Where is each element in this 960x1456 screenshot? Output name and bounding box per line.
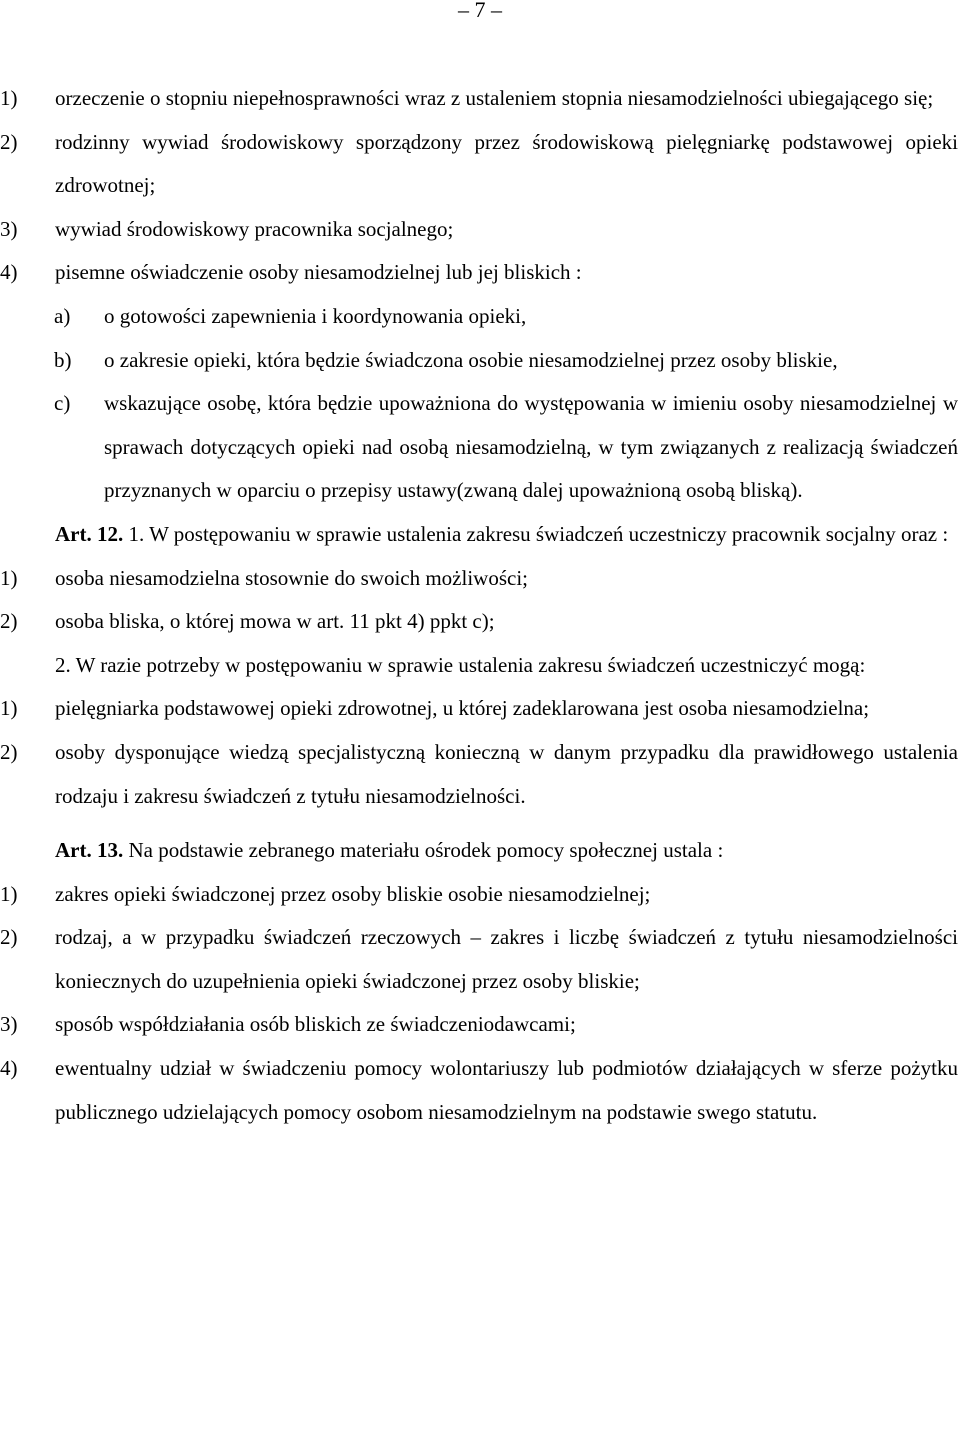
list-text: rodzaj, a w przypadku świadczeń rzeczowych – zakres i liczbę świadczeń z tytułu niesamodzielności koniecznych do uzupełnienia opieki świadczonej przez osoby bliskie; [55,925,958,993]
list-item [0,916,958,1003]
sublist-text: wskazujące osobę, która będzie upoważniona do występowania w imieniu osoby niesamodzielnej w sprawach dotyczących opieki nad osobą niesamodzielną, w tym związanych z realizacją świadczeń przyznanych w oparciu o przepisy ustawy(zwaną dalej upoważnioną osobą bliską). [104,391,958,503]
list-text: zakres opieki świadczonej przez osoby bliskie osobie niesamodzielnej; [55,881,651,906]
list-text: osoba niesamodzielna stosownie do swoich możliwości; [55,565,529,590]
list-text: ewentualny udział w świadczeniu pomocy wolontariuszy lub podmiotów działających w sferze pożytku publicznego udzielających pomocy osobom niesamodzielnym na podstawie swego statutu. [55,1056,958,1124]
article-12-heading: Art. 12. [55,521,124,546]
list-item [0,77,958,121]
list-item [0,1047,958,1134]
page-number: – 7 – [458,0,502,22]
list-text: wywiad środowiskowy pracownika socjalnego; [55,216,454,241]
list-item [0,121,958,208]
sublist-text: o zakresie opieki, która będzie świadczona osobie niesamodzielnej przez osoby bliskie, [104,347,838,372]
list-item [0,873,958,917]
list-item [0,687,958,731]
list-text: osoba bliska, o której mowa w art. 11 pkt 4) ppkt c); [55,609,495,634]
list-item [0,208,958,252]
article-13-paragraph [0,829,958,873]
list-label: 2) [0,129,18,154]
sublist-label: c) [54,391,71,416]
list-text: osoby dysponujące wiedzą specjalistyczną konieczną w danym przypadku dla prawidłowego ustalenia rodzaju i zakresu świadczeń z tytułu niesamodzielności. [55,739,958,808]
list-label: 2) [0,925,18,950]
article-12-paragraph-1 [0,513,958,557]
article-13-heading: Art. 13. [55,838,124,863]
list-item [0,1003,958,1047]
list-item [0,251,958,295]
sublist-item [0,382,958,513]
document-body [0,77,958,1134]
sublist-label: b) [54,347,72,372]
sublist-text: o gotowości zapewnienia i koordynowania opieki, [104,303,527,328]
list-label: 1) [0,86,18,110]
list-label: 4) [0,1056,18,1081]
sublist-item [0,339,958,383]
sublist-item [0,295,958,339]
list-text: orzeczenie o stopniu niepełnosprawności wraz z ustaleniem stopnia niesamodzielności ubiegającego się; [55,86,934,110]
list-text: rodzinny wywiad środowiskowy sporządzony przez środowiskową pielęgniarkę podstawowej opieki zdrowotnej; [55,129,958,198]
list-label: 4) [0,260,18,285]
article-13-text: Na podstawie zebranego materiału ośrodek pomocy społecznej ustala : [123,838,724,863]
list-label: 2) [0,609,18,634]
list-label: 1) [0,881,18,906]
article-12-text-1: 1. W postępowaniu w sprawie ustalenia zakresu świadczeń uczestniczy pracownik socjalny oraz : [123,521,949,546]
article-12-paragraph-2: 2. W razie potrzeby w postępowaniu w sprawie ustalenia zakresu świadczeń uczestniczyć mogą: [55,652,866,677]
list-text: sposób współdziałania osób bliskich ze świadczeniodawcami; [55,1012,576,1037]
list-label: 3) [0,1012,18,1037]
list-text: pielęgniarka podstawowej opieki zdrowotnej, u której zadeklarowana jest osoba niesamodzielna; [55,696,870,721]
list-item [0,557,958,601]
list-label: 3) [0,216,18,241]
list-label: 1) [0,565,18,590]
sublist-label: a) [54,303,71,328]
list-item [0,731,958,818]
list-label: 1) [0,696,18,721]
list-text: pisemne oświadczenie osoby niesamodzielnej lub jej bliskich : [55,260,582,285]
list-label: 2) [0,739,18,764]
list-item [0,600,958,644]
